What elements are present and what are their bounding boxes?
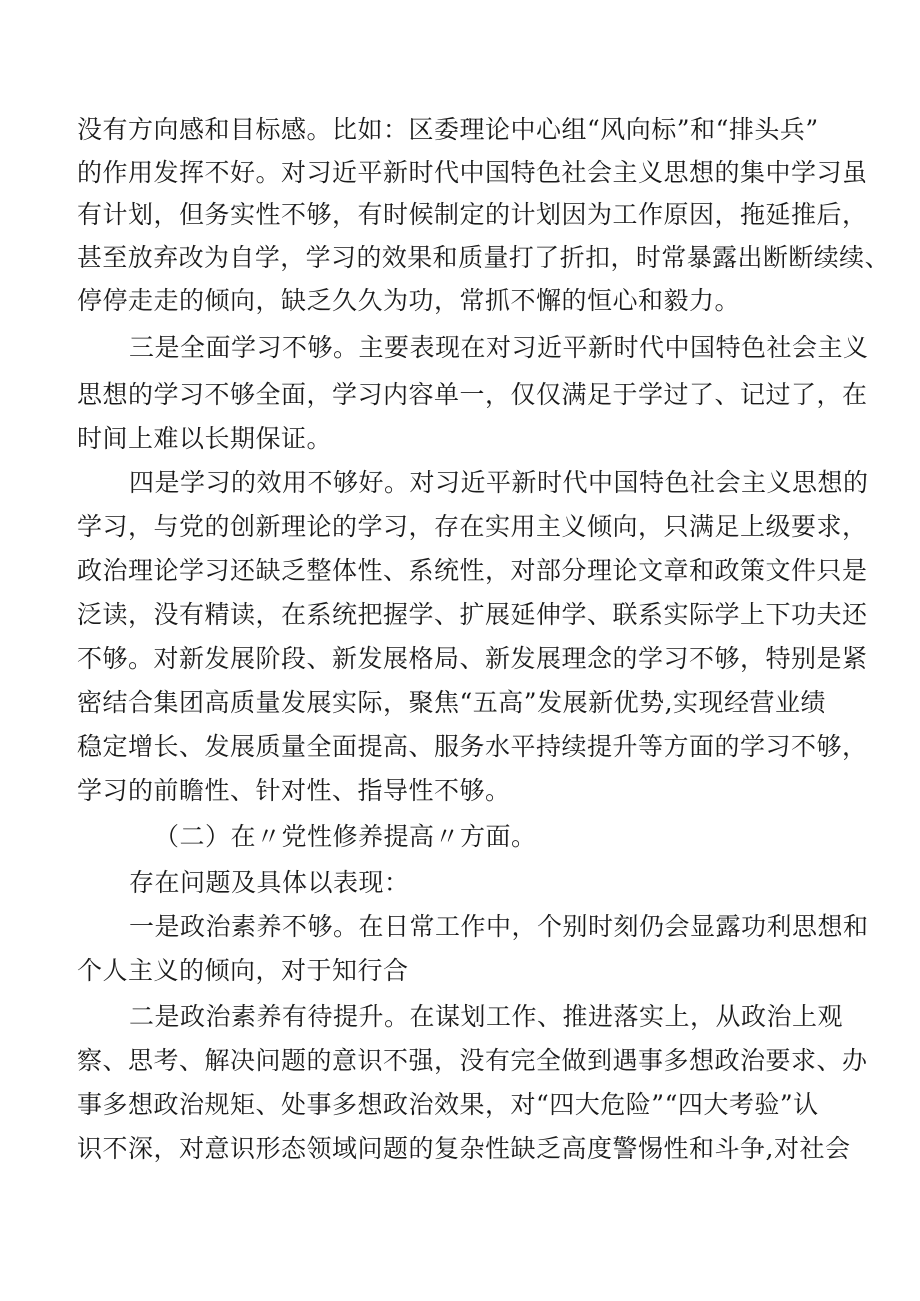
- text-line: 存在问题及具体以表现：: [129, 868, 410, 897]
- text-line: 稳定增长、发展质量全面提高、服务水平持续提升等方面的学习不够，: [77, 732, 868, 761]
- text-line: 不够。对新发展阶段、新发展格局、新发展理念的学习不够，特别是紧: [77, 644, 868, 673]
- text-line: 四是学习的效用不够好。对习近平新时代中国特色社会主义思想的: [129, 468, 869, 497]
- text-line: 有计划，但务实性不够，有时候制定的计划因为工作原因，拖延推后，: [77, 200, 868, 229]
- text-line: 三是全面学习不够。主要表现在对习近平新时代中国特色社会主义: [129, 333, 869, 362]
- text-line: 二是政治素养有待提升。在谋划工作、推进落实上，从政治上观: [129, 1002, 844, 1031]
- text-line: 政治理论学习还缺乏整体性、系统性，对部分理论文章和政策文件只是: [77, 556, 868, 585]
- text-line: 思想的学习不够全面，学习内容单一，仅仅满足于学过了、记过了，在: [77, 380, 868, 409]
- text-line: 学习，与党的创新理论的学习，存在实用主义倾向，只满足上级要求，: [77, 512, 868, 541]
- text-line: 时间上难以长期保证。: [77, 424, 333, 453]
- text-line: 事多想政治规矩、处事多想政治效果，对“四大危险”“四大考验”认: [77, 1090, 819, 1119]
- text-line: 学习的前瞻性、针对性、指导性不够。: [77, 776, 511, 805]
- text-line: 泛读，没有精读，在系统把握学、扩展延伸学、联系实际学上下功夫还: [77, 600, 868, 629]
- section-heading: （二）在〃党性修养提高〃方面。: [154, 822, 537, 851]
- text-line: 一是政治素养不够。在日常工作中，个别时刻仍会显露功利思想和: [129, 912, 869, 941]
- text-line: 停停走走的倾向，缺乏久久为功，常抓不懈的恒心和毅力。: [77, 286, 741, 315]
- text-line: 甚至放弃改为自学，学习的效果和质量打了折扣，时常暴露出断断续续、: [77, 243, 890, 272]
- text-line: 没有方向感和目标感。比如：区委理论中心组“风向标”和“排头兵”: [77, 115, 819, 144]
- text-line: 的作用发挥不好。对习近平新时代中国特色社会主义思想的集中学习虽: [77, 158, 868, 187]
- text-line: 密结合集团高质量发展实际，聚焦“五高”发展新优势,实现经营业绩: [77, 688, 827, 717]
- text-line: 察、思考、解决问题的意识不强，没有完全做到遇事多想政治要求、办: [77, 1046, 868, 1075]
- text-line: 识不深，对意识形态领域问题的复杂性缺乏高度警惕性和斗争,对社会: [77, 1134, 851, 1163]
- text-line: 个人主义的倾向，对于知行合: [77, 956, 409, 985]
